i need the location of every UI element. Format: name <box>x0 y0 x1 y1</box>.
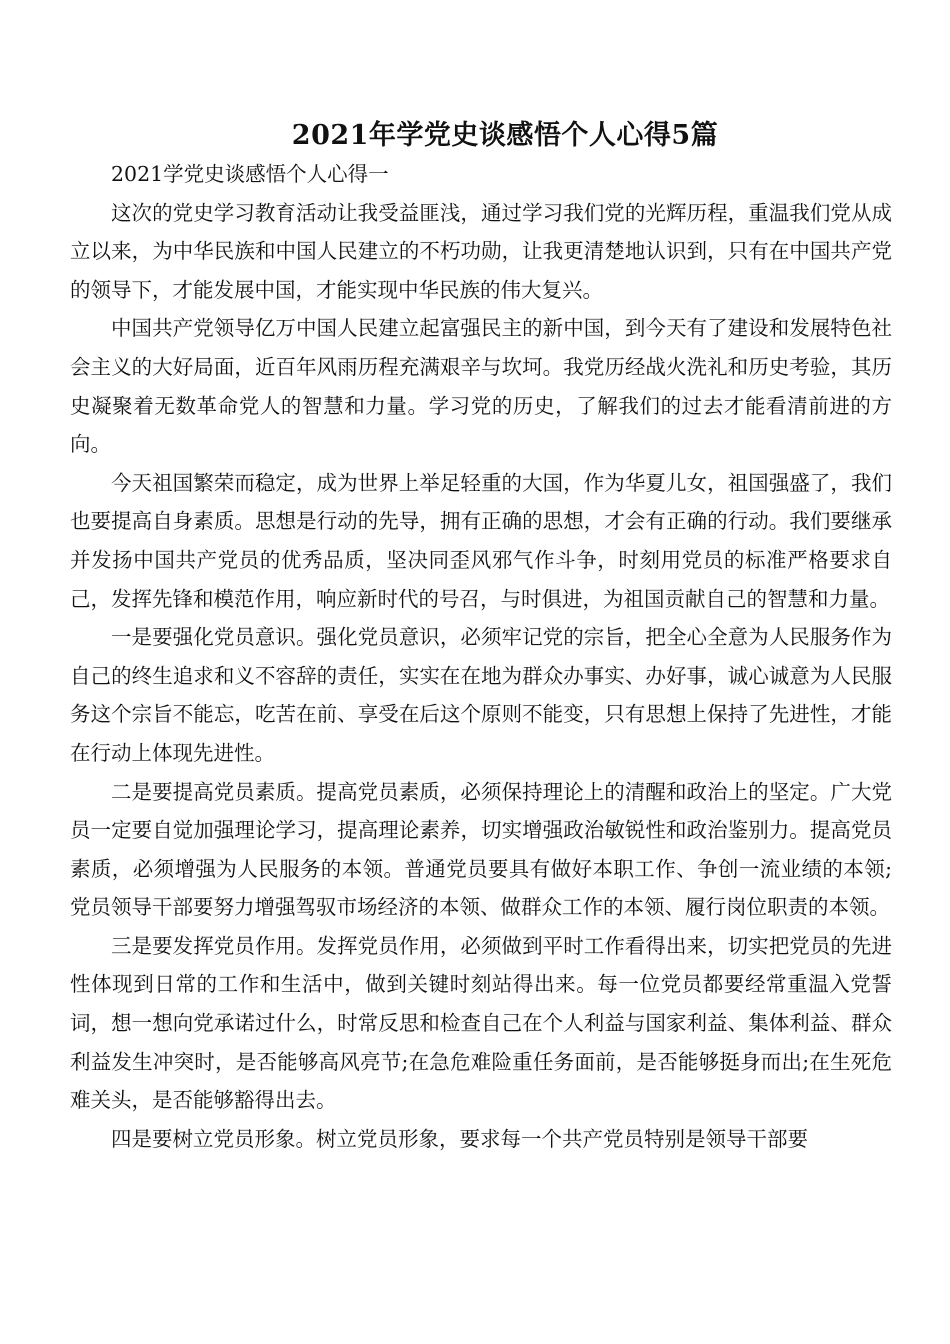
paragraph: 今天祖国繁荣而稳定，成为世界上举足轻重的大国，作为华夏儿女，祖国强盛了，我们也要提高自身素质。思想是行动的先导，拥有正确的思想，才会有正确的行动。我们要继承并发扬中国共产党员的优秀品质，坚决同歪风邪气作斗争，时刻用党员的标准严格要求自己，发挥先锋和模范作用，响应新时代的号召，与时俱进，为祖国贡献自己的智慧和力量。 <box>70 470 892 611</box>
document-body <box>70 155 892 1158</box>
section-heading: 2021学党史谈感悟个人心得一 <box>111 162 389 186</box>
document-title: 2021年学党史谈感悟个人心得5篇 <box>291 120 719 152</box>
paragraph: 一是要强化党员意识。强化党员意识，必须牢记党的宗旨，把全心全意为人民服务作为自己的终生追求和义不容辞的责任，实实在在地为群众办事实、办好事，诚心诚意为人民服务这个宗旨不能忘，吃苦在前、享受在后这个原则不能变，只有思想上保持了先进性，才能在行动上体现先进性。 <box>70 625 892 765</box>
paragraph: 四是要树立党员形象。树立党员形象，要求每一个共产党员特别是领导干部要 <box>111 1126 808 1151</box>
paragraph: 二是要提高党员素质。提高党员素质，必须保持理论上的清醒和政治上的坚定。广大党员一定要自觉加强理论学习，提高理论素养，切实增强政治敏锐性和政治鉴别力。提高党员素质，必须增强为人民服务的本领。普通党员要具有做好本职工作、争创一流业绩的本领;党员领导干部要努力增强驾驭市场经济的本领、做群众工作的本领、履行岗位职责的本领。 <box>70 779 892 920</box>
paragraph: 这次的党史学习教育活动让我受益匪浅，通过学习我们党的光辉历程，重温我们党从成立以来，为中华民族和中国人民建立的不朽功勋，让我更清楚地认识到，只有在中国共产党的领导下，才能发展中国，才能实现中华民族的伟大复兴。 <box>70 200 892 302</box>
paragraph: 三是要发挥党员作用。发挥党员作用，必须做到平时工作看得出来，切实把党员的先进性体现到日常的工作和生活中，做到关键时刻站得出来。每一位党员都要经常重温入党誓词，想一想向党承诺过什么，时常反思和检查自己在个人利益与国家利益、集体利益、群众利益发生冲突时，是否能够高风亮节;在急危难险重任务面前，是否能够挺身而出;在生死危难关头，是否能够豁得出去。 <box>70 933 892 1113</box>
paragraph: 中国共产党领导亿万中国人民建立起富强民主的新中国，到今天有了建设和发展特色社会主义的大好局面，近百年风雨历程充满艰辛与坎坷。我党历经战火洗礼和历史考验，其历史凝聚着无数革命党人的智慧和力量。学习党的历史，了解我们的过去才能看清前进的方向。 <box>70 316 892 457</box>
